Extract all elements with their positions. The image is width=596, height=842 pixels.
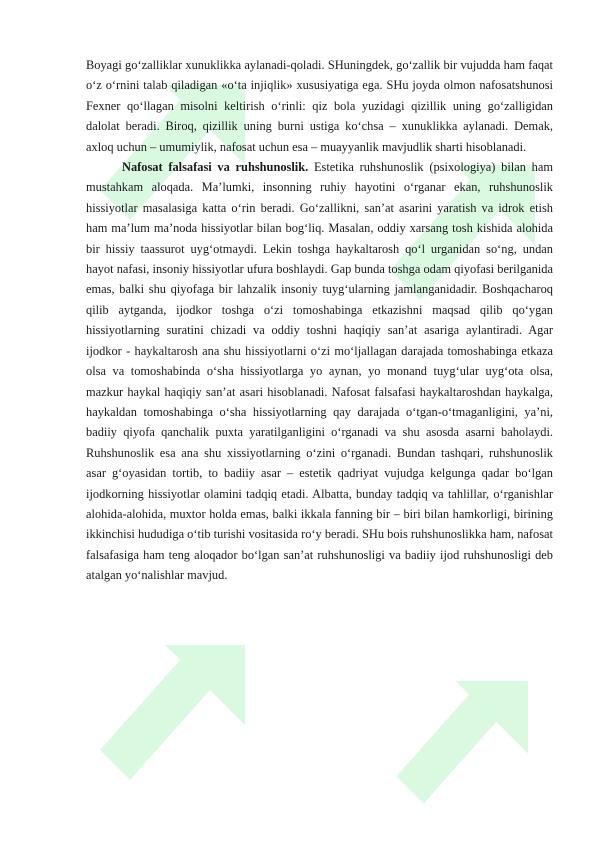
section-heading: Nafosat falsafasi va ruhshunoslik. xyxy=(122,160,309,175)
watermark-arrow-icon xyxy=(70,600,270,820)
document-body xyxy=(86,55,553,586)
paragraph-section xyxy=(86,157,553,586)
watermark-arrow-icon xyxy=(360,640,560,840)
paragraph: Boyagi go‘zalliklar xunuklikka aylanadi-qoladi. SHuningdek, go‘zallik bir vujudda ham faqat o‘z o‘rnini talab qiladigan «o‘ta injiqlik» xususiyatiga ega. SHu joyda olmon nafosatshunosi Fexner qo‘llagan misolni keltirish o‘rinli: qiz bola yuzidagi qizillik uning go‘zalligidan dalolat beradi. Biroq, qizillik uning burni ustiga ko‘chsa – xunuklikka aylanadi. Demak, axloq uchun – umumiylik, nafosat uchun esa – muayyanlik mavjudlik sharti hisoblanadi. xyxy=(86,58,553,154)
paragraph-body: Estetika ruhshunoslik (psixologiya) bilan ham mustahkam aloqada. Ma’lumki, insonning ruhiy hayotini o‘rganar ekan, ruhshunoslik hissiyotlar masalasiga katta o‘rin beradi. Go‘zallikni, san’at asarini yaratish va idrok etish ham ma’lum ma’noda hissiyotlar bilan bog‘liq. Masalan, oddiy xarsang tosh kishida alohida bir hissiy taassurot uyg‘otmaydi. Lekin toshga haykaltarosh qo‘l urganidan so‘ng, undan hayot nafasi, insoniy hissiyotlar ufura boshlaydi. Gap bunda toshga odam qiyofasi berilganida emas, balki shu qiyofaga bir lahzalik insoniy tuyg‘ularning jamlanganidadir. Boshqacharoq qilib aytganda, ijodkor toshga o‘zi tomoshabinga etkazishni maqsad qilib qo‘ygan hissiyotlarning suratini chizadi va oddiy toshni haqiqiy san’at asariga aylantiradi. Agar ijodkor - haykaltarosh ana shu hissiyotlarni o‘zi mo‘ljallagan darajada tomoshabinga etkaza olsa va tomoshabinda o‘sha hissiyotlarga yo aynan, yo monand tuyg‘ular uyg‘ota olsa, mazkur haykal haqiqiy san’at asari hisoblanadi. Nafosat falsafasi haykaltaroshdan haykalga, haykaldan tomoshabinga o‘sha hissiyotlarning qay darajada o‘tgan-o‘tmaganligini, ya’ni, badiiy qiyofa qanchalik puxta yaratilganligini o‘rganadi va shu asosda asarni baholaydi. Ruhshunoslik esa ana shu xissiyotlarning o‘zini o‘rganadi. Bundan tashqari, ruhshunoslik asar g‘oyasidan tortib, to badiiy asar – estetik qadriyat vujudga kelgunga qadar bo‘lgan ijodkorning hissiyotlar olamini tadqiq etadi. Albatta, bunday tadqiq va tahlillar, o‘rganishlar alohida-alohida, muxtor holda emas, balki ikkala fanning bir – biri bilan hamkorligi, birining ikkinchisi hududiga o‘tib turishi vositasida ro‘y beradi. SHu bois ruhshunoslikka ham, nafosat falsafasiga ham teng aloqador bo‘lgan san’at ruhshunosligi va badiiy ijod ruhshunosligi deb atalgan yo‘nalishlar mavjud. xyxy=(86,160,554,583)
